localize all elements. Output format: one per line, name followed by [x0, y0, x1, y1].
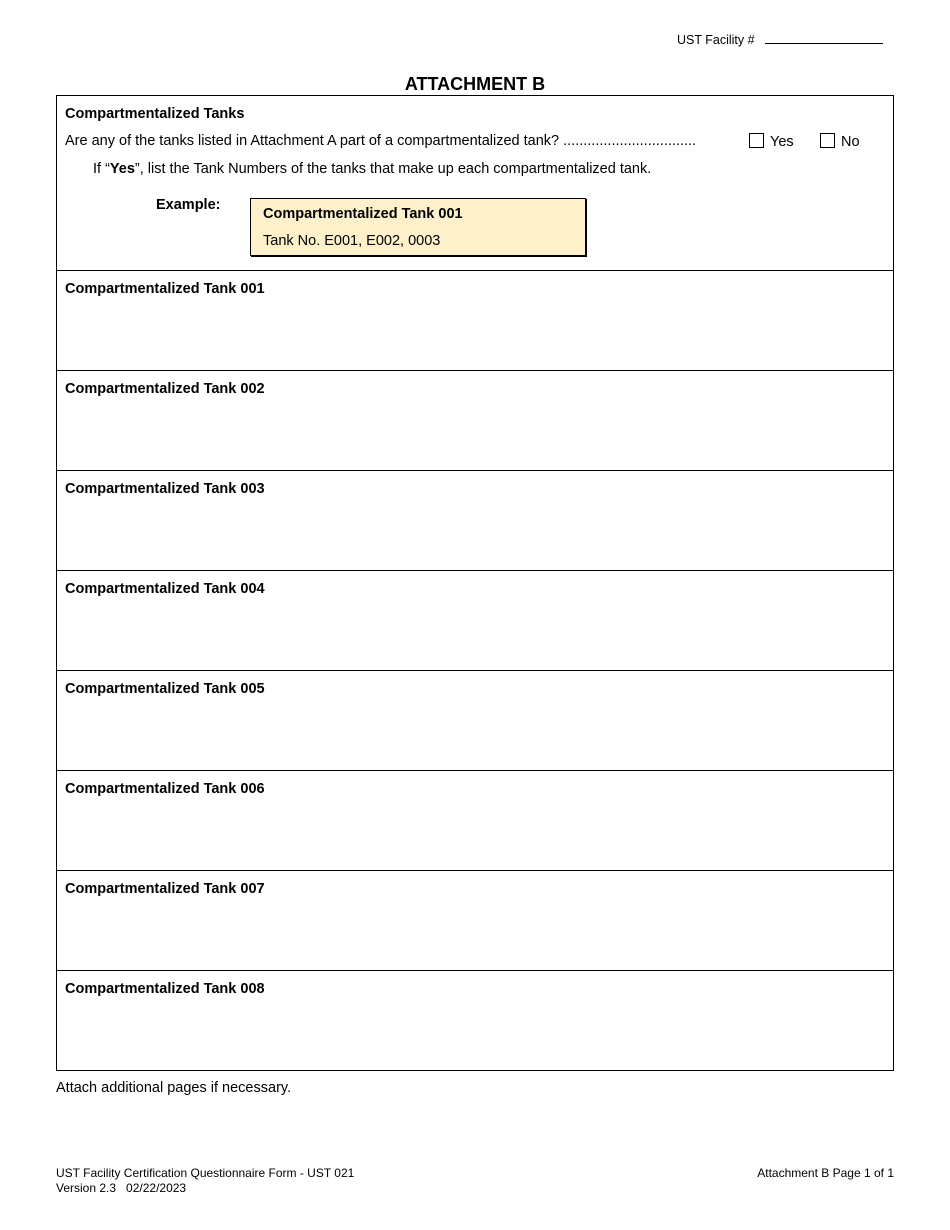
tank-label: Compartmentalized Tank 007	[65, 881, 265, 897]
compartment-question: Are any of the tanks listed in Attachment A part of a compartmentalized tank? .................................	[65, 133, 697, 149]
tank-row-003[interactable]	[57, 471, 893, 571]
tank-row-005[interactable]	[57, 671, 893, 771]
intro-section	[57, 96, 893, 271]
tank-label: Compartmentalized Tank 005	[65, 681, 265, 697]
attach-note: Attach additional pages if necessary.	[56, 1080, 292, 1096]
tank-row-007[interactable]	[57, 871, 893, 971]
yes-label: Yes	[770, 134, 794, 150]
tank-label: Compartmentalized Tank 003	[65, 481, 265, 497]
facility-number-label: UST Facility #	[677, 33, 755, 47]
example-label: Example:	[156, 197, 221, 213]
yes-option[interactable]	[749, 133, 794, 150]
facility-number	[677, 33, 883, 47]
tank-label: Compartmentalized Tank 008	[65, 981, 265, 997]
intro-heading: Compartmentalized Tanks	[65, 106, 245, 122]
footer-form-info	[56, 1166, 354, 1196]
instruction-suffix: ”, list the Tank Numbers of the tanks that make up each compartmentalized tank.	[134, 161, 652, 177]
footer-page-number: Attachment B Page 1 of 1	[757, 1166, 894, 1180]
no-label: No	[841, 134, 860, 150]
instruction-prefix: If “	[93, 161, 110, 177]
tank-row-004[interactable]	[57, 571, 893, 671]
example-value: Tank No. E001, E002, 0003	[263, 233, 441, 249]
tank-label: Compartmentalized Tank 002	[65, 381, 265, 397]
instruction-bold: Yes	[109, 161, 135, 177]
example-box	[250, 198, 586, 256]
tank-row-001[interactable]	[57, 271, 893, 371]
footer-version: Version 2.3 02/22/2023	[56, 1181, 187, 1195]
no-checkbox[interactable]	[820, 133, 835, 148]
tank-row-002[interactable]	[57, 371, 893, 471]
tank-table	[56, 95, 894, 1071]
page-title: ATTACHMENT B	[404, 74, 546, 94]
facility-number-field[interactable]	[765, 33, 883, 44]
tank-label: Compartmentalized Tank 006	[65, 781, 265, 797]
footer-form-name: UST Facility Certification Questionnaire Form - UST 021	[56, 1166, 355, 1180]
tank-row-006[interactable]	[57, 771, 893, 871]
tank-label: Compartmentalized Tank 004	[65, 581, 265, 597]
example-title: Compartmentalized Tank 001	[263, 206, 463, 222]
no-option[interactable]	[820, 133, 860, 150]
yes-checkbox[interactable]	[749, 133, 764, 148]
tank-row-008[interactable]	[57, 971, 893, 1070]
tank-label: Compartmentalized Tank 001	[65, 281, 265, 297]
instruction-text	[93, 161, 651, 177]
